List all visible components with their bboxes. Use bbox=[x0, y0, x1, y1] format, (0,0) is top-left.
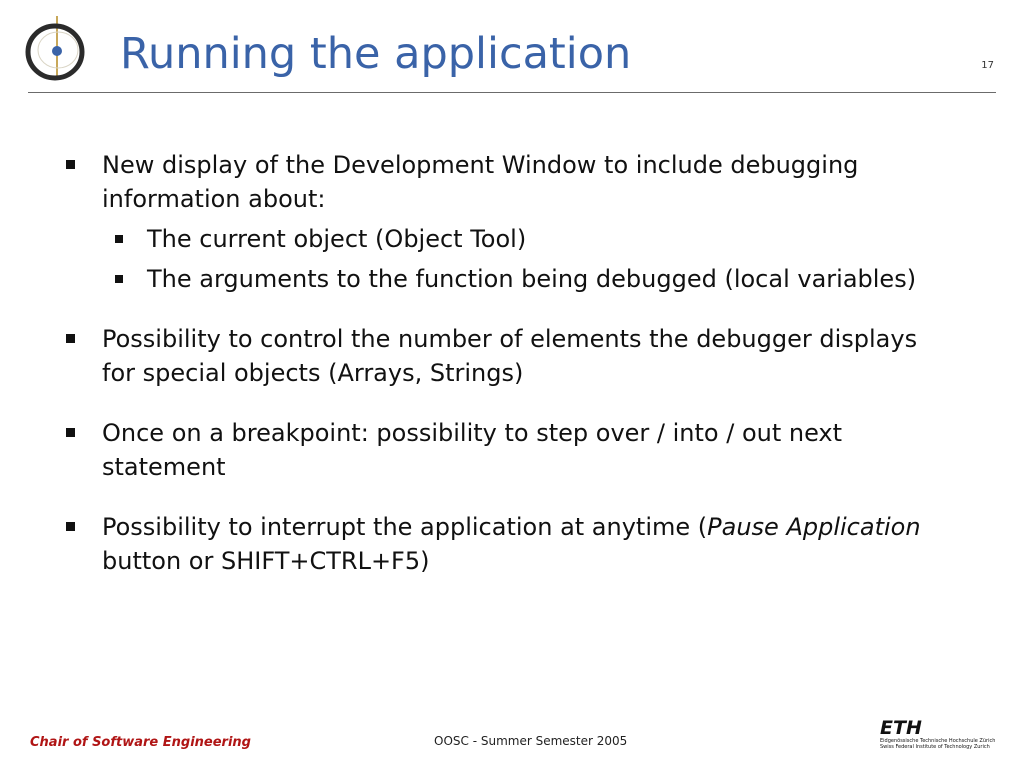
eth-logo-mark: ETH bbox=[880, 717, 922, 739]
footer-course: OOSC - Summer Semester 2005 bbox=[434, 734, 628, 748]
bullet-text-end: button or SHIFT+CTRL+F5) bbox=[102, 547, 430, 575]
slide-number: 17 bbox=[981, 60, 994, 71]
eth-logo-line-2: Swiss Federal Institute of Technology Zurich bbox=[880, 744, 990, 750]
sub-bullet-item bbox=[0, 262, 1024, 296]
bullet-item bbox=[0, 148, 1024, 216]
title-divider bbox=[28, 92, 996, 93]
bullet-item bbox=[0, 322, 1024, 390]
bullet-text-emphasis: Pause Application bbox=[707, 513, 921, 541]
square-bullet-icon bbox=[66, 160, 75, 169]
slide-title: Running the application bbox=[120, 29, 632, 79]
eth-logo bbox=[880, 718, 998, 752]
square-bullet-icon bbox=[66, 334, 75, 343]
sub-bullet-item bbox=[0, 222, 1024, 256]
eth-logo-line-1: Eidgenössische Technische Hochschule Zürich bbox=[880, 738, 996, 744]
square-bullet-icon bbox=[66, 522, 75, 531]
bullet-text: Possibility to control the number of elements the debugger displays for special objects (Arrays, Strings) bbox=[102, 325, 918, 387]
square-bullet-icon bbox=[115, 235, 123, 243]
slide-content bbox=[0, 148, 1024, 578]
chair-logo-icon bbox=[24, 14, 88, 82]
bullet-text: Once on a breakpoint: possibility to step over / into / out next statement bbox=[102, 419, 843, 481]
square-bullet-icon bbox=[115, 275, 123, 283]
sub-bullet-text: The arguments to the function being debugged (local variables) bbox=[147, 265, 917, 293]
footer-chair: Chair of Software Engineering bbox=[30, 735, 251, 750]
bullet-item bbox=[0, 510, 1024, 578]
square-bullet-icon bbox=[66, 428, 75, 437]
bullet-item bbox=[0, 416, 1024, 484]
sub-bullet-text: The current object (Object Tool) bbox=[147, 225, 527, 253]
bullet-text-start: Possibility to interrupt the application at anytime ( bbox=[102, 513, 708, 541]
bullet-text: New display of the Development Window to include debugging information about: bbox=[102, 151, 859, 213]
